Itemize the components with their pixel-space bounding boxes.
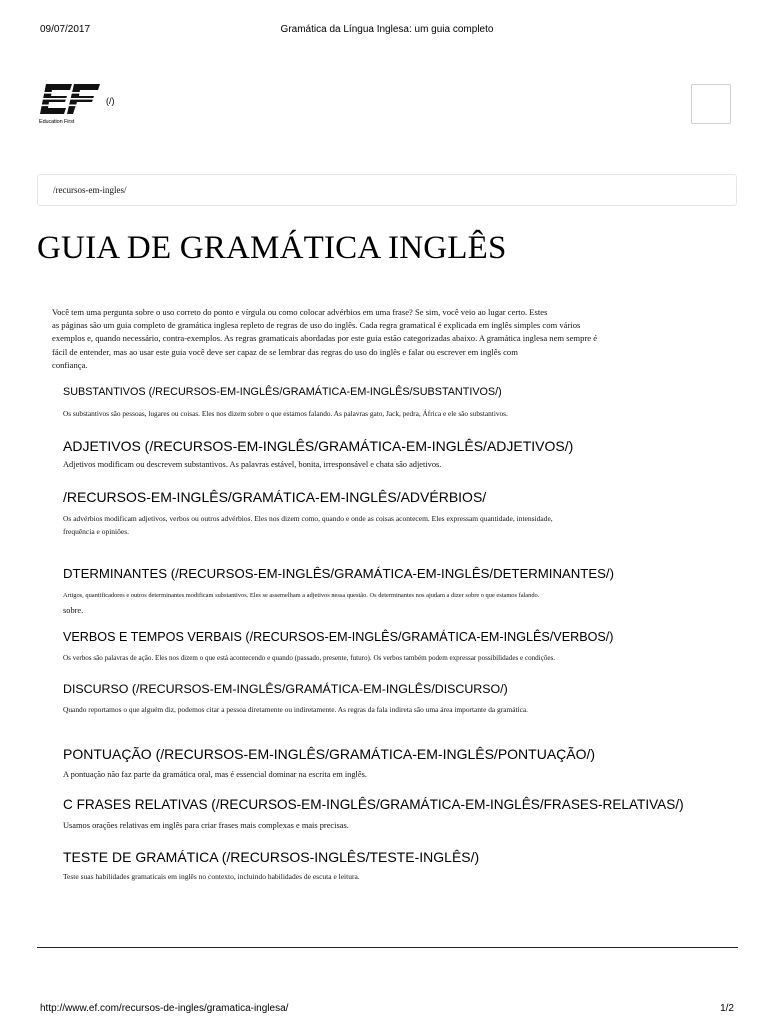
section-frases-relativas	[63, 795, 703, 832]
section-link-adjetivos[interactable]: ADJETIVOS (/RECURSOS-EM-INGLÊS/GRAMÁTICA-EM-INGLÊS/ADJETIVOS/)	[63, 438, 574, 454]
section-description: frequência e opiniões.	[63, 527, 130, 536]
intro-line: exemplos e, quando necessário, contra-exemplos. As regras gramaticais abordadas por este guia estão categorizadas abaixo. A gramática inglesa nem sempre é	[52, 333, 598, 344]
breadcrumb[interactable]	[37, 174, 737, 206]
section-link-teste-gramatica[interactable]: TESTE DE GRAMÁTICA (/RECURSOS-INGLÊS/TESTE-INGLÊS/)	[63, 849, 480, 865]
section-discurso	[63, 679, 703, 716]
logo-home-link[interactable]: (/)	[106, 96, 115, 106]
intro-paragraph	[52, 306, 644, 372]
section-description: Os substantivos são pessoas, lugares ou coisas. Eles nos dizem sobre o que estamos falando. As palavras gato, Jack, pedra, África e ele são substantivos.	[63, 409, 508, 418]
section-link-adverbios[interactable]: /RECURSOS-EM-INGLÊS/GRAMÁTICA-EM-INGLÊS/ADVÉRBIOS/	[63, 489, 487, 505]
section-link-substantivos[interactable]: SUBSTANTIVOS (/RECURSOS-EM-INGLÊS/GRAMÁTICA-EM-INGLÊS/SUBSTANTIVOS/)	[63, 386, 502, 398]
intro-line: Você tem uma pergunta sobre o uso correto do ponto e vírgula ou como colocar advérbios em uma frase? Se sim, você veio ao lugar certo. Estes	[52, 307, 548, 317]
section-description: A pontuação não faz parte da gramática oral, mas é essencial dominar na escrita em inglês.	[63, 770, 367, 779]
section-link-pontuacao[interactable]: PONTUAÇÃO (/RECURSOS-EM-INGLÊS/GRAMÁTICA-EM-INGLÊS/PONTUAÇÃO/)	[63, 746, 596, 762]
section-description: Os advérbios modificam adjetivos, verbos ou outros advérbios. Eles nos dizem como, quando e onde as coisas acontecem. Eles expressam quantidade, intensidade,	[63, 514, 553, 523]
section-description: Adjetivos modificam ou descrevem substantivos. As palavras estável, bonita, irresponsável e chata são adjetivos.	[63, 460, 442, 469]
section-link-frases-relativas[interactable]: C FRASES RELATIVAS (/RECURSOS-EM-INGLÊS/GRAMÁTICA-EM-INGLÊS/FRASES-RELATIVAS/)	[63, 797, 684, 812]
section-verbos	[63, 627, 703, 664]
footer-divider	[37, 947, 738, 948]
print-title: Gramática da Língua Inglesa: um guia completo	[280, 24, 494, 35]
print-header	[40, 24, 734, 40]
section-description: Quando reportamos o que alguém diz, podemos citar a pessoa diretamente ou indiretamente. As regras da fala indireta são uma área importante da gramática.	[63, 705, 529, 714]
intro-line: fácil de entender, mas ao usar este guia você deve ser capaz de se lembrar das regras do uso do inglês e falar ou escrever em inglês com	[52, 346, 518, 357]
page-number: 1/2	[720, 1003, 734, 1014]
section-adjetivos	[63, 436, 703, 471]
section-determinantes	[63, 564, 703, 619]
section-link-discurso[interactable]: DISCURSO (/RECURSOS-EM-INGLÊS/GRAMÁTICA-EM-INGLÊS/DISCURSO/)	[63, 682, 508, 696]
menu-button[interactable]	[691, 84, 731, 124]
breadcrumb-link[interactable]: /recursos-em-ingles/	[53, 185, 127, 195]
logo-caption: Education First	[39, 119, 75, 125]
intro-line: as páginas são um guia completo de gramática inglesa repleto de regras de uso do inglês. Cada regra gramatical é explicada em inglês simples com vários	[52, 320, 581, 331]
print-url: http://www.ef.com/recursos-de-ingles/gramatica-inglesa/	[40, 1003, 289, 1014]
section-link-determinantes[interactable]: DTERMINANTES (/RECURSOS-EM-INGLÊS/GRAMÁTICA-EM-INGLÊS/DETERMINANTES/)	[63, 566, 614, 581]
print-date: 09/07/2017	[40, 24, 91, 35]
section-teste-gramatica	[63, 847, 703, 883]
section-link-verbos[interactable]: VERBOS E TEMPOS VERBAIS (/RECURSOS-EM-INGLÊS/GRAMÁTICA-EM-INGLÊS/VERBOS/)	[63, 630, 614, 644]
section-description: Artigos, quantificadores e outros determinantes modificam substantivos. Eles se assemelham a adjetivos nessa questão. Os determinantes nos ajudam a dizer sobre o que estamos falando.	[63, 592, 540, 599]
ef-logo-mark	[38, 82, 102, 118]
section-substantivos	[63, 384, 703, 420]
section-description: Os verbos são palavras de ação. Eles nos dizem o que está acontecendo e quando (passado, presente, futuro). Os verbos também podem expressar possibilidades e condições.	[63, 654, 556, 662]
print-footer	[40, 1003, 734, 1019]
section-description: sobre.	[63, 606, 84, 615]
page-title: GUIA DE GRAMÁTICA INGLÊS	[37, 230, 507, 266]
section-description: Usamos orações relativas em inglês para criar frases mais complexas e mais precisas.	[63, 821, 349, 830]
section-description: Teste suas habilidades gramaticais em inglês no contexto, incluindo habilidades de escuta e leitura.	[63, 872, 360, 881]
section-pontuacao	[63, 744, 703, 781]
ef-logo[interactable]	[38, 82, 128, 128]
section-adverbios	[63, 487, 703, 538]
intro-line: confiança.	[52, 359, 88, 370]
